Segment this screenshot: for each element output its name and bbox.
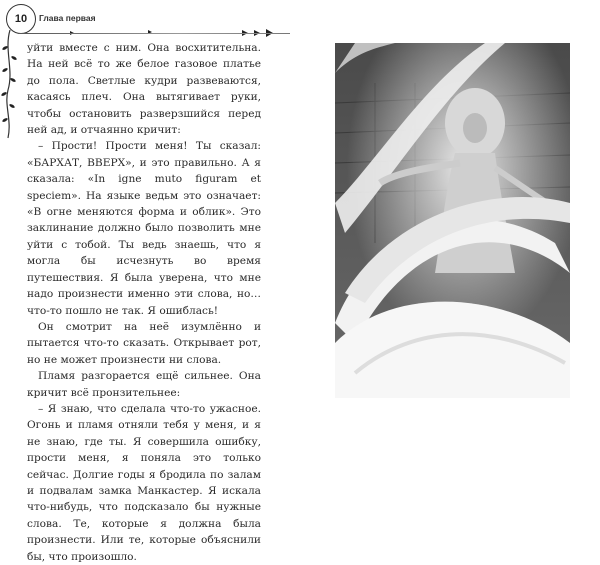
- fire-girl-illustration-icon: [335, 43, 570, 398]
- paragraph: уйти вместе с ним. Она восхитительна. На ней всё то же белое газовое платье до пола. Светлые кудри развеваются, касаясь плеч. Она вытягивает руки, чтобы остановить разверзшийся перед ней ад, и отчаянно кричит:: [27, 42, 261, 137]
- page-header: [0, 0, 600, 40]
- paragraph: Он смотрит на неё изумлённо и пытается что-то сказать. Открывает рот, но не может произнести ни слова.: [27, 320, 261, 366]
- page-number: 10: [6, 4, 36, 34]
- illustration: [335, 43, 570, 398]
- paragraph: – Прости! Прости меня! Ты сказал: «БАРХАТ, ВВЕРХ», и это правильно. А я сказала: «In igne muto figuram et speciem». На языке ведьм это означает: «В огне меняются форма и облик». Это заклинание должно было позволить мне уйти с тобой. Ты ведь знаешь, что я могла бы исчезнуть во время путешествия. Я была уверена, что мне надо произнести именно эти слова, но… что-то пошло не так. Я ошиблась!: [27, 140, 261, 317]
- body-text: [27, 40, 261, 565]
- paragraph: Пламя разгорается ещё сильнее. Она кричит всё пронзительнее:: [27, 370, 261, 399]
- paragraph: – Я знаю, что сделала что-то ужасное. Огонь и пламя отняли тебя у меня, и я не знаю, где ты. Я совершила ошибку, прости меня, я поняла это только сейчас. Долгие годы я бродила по залам и подвалам замка Манкастер. Я искала что-нибудь, что подсказало бы нужные слова. Те, которые я должна была произнести. Или те, которые объяснили бы, что произошло.: [27, 402, 261, 563]
- chapter-title: Глава первая: [39, 13, 96, 23]
- header-divider: [18, 33, 290, 34]
